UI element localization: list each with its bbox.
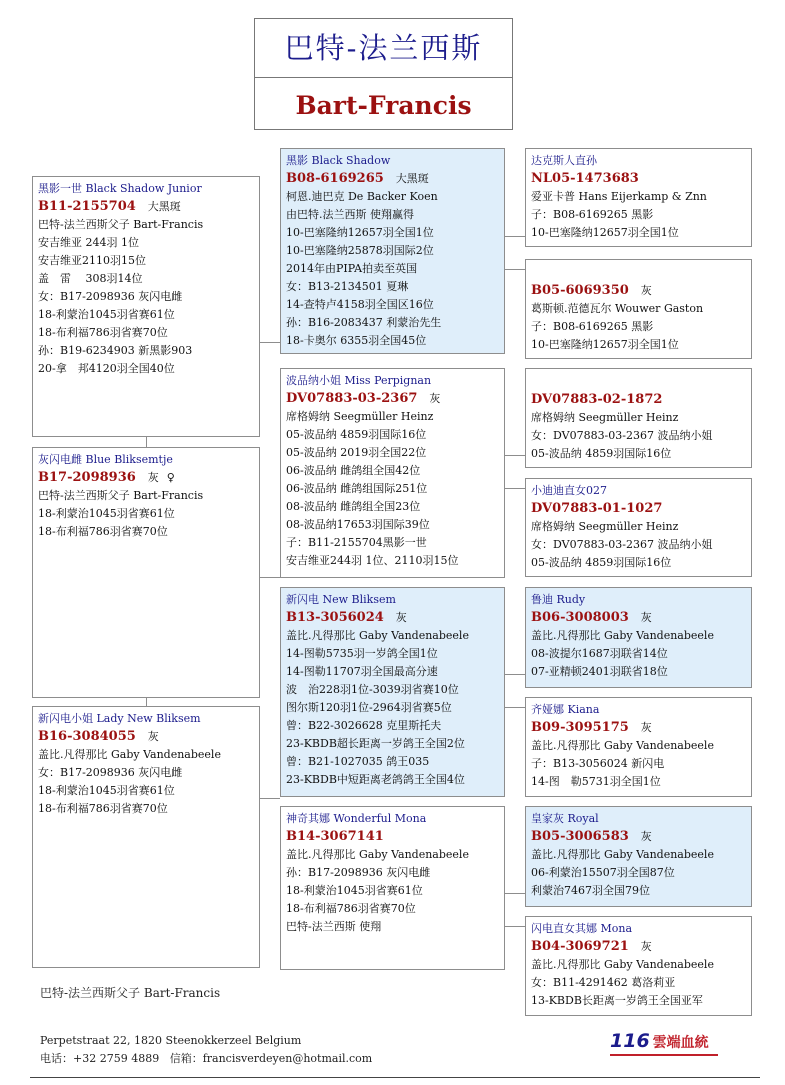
pedigree-box-sdd	[525, 478, 752, 577]
pigeon-name: 波品纳小姐 Miss Perpignan	[286, 374, 432, 387]
info-line: 孙：B17-2098936 灰闪电雌	[286, 866, 431, 879]
info-line: 安吉维亚2110羽15位	[38, 254, 146, 267]
pigeon-color: 灰	[640, 611, 652, 624]
info-line: 06-波品纳 雌鸽组国际251位	[286, 482, 428, 495]
pedigree-box-sss	[525, 148, 752, 247]
phone-label: 电话：	[40, 1052, 73, 1065]
info-line: 08-波品纳17653羽国际39位	[286, 518, 430, 531]
title-box	[254, 18, 513, 130]
pigeon-name: 小迪迪直女027	[531, 484, 607, 497]
info-line: 席格姆纳 Seegmüller Heinz	[531, 411, 679, 424]
info-line: 05-波品纳 4859羽国际16位	[531, 447, 672, 460]
info-line: 07-亚精顿2401羽联省18位	[531, 665, 668, 678]
info-line: 2014年由PIPA拍卖至英国	[286, 262, 418, 275]
pigeon-name: 皇家灰 Royal	[531, 812, 599, 825]
pigeon-name: 神奇其娜 Wonderful Mona	[286, 812, 427, 825]
pedigree-box-ddd	[525, 916, 752, 1016]
phone-number: +32 2759 4889	[73, 1052, 160, 1065]
ring-number: B16-3084055	[38, 729, 136, 744]
pigeon-color: 大黑斑	[395, 172, 429, 185]
info-line: 05-波品纳 4859羽国际16位	[286, 428, 427, 441]
info-line: 子：B13-3056024 新闪电	[531, 757, 665, 770]
pigeon-color: 灰	[640, 284, 652, 297]
pigeon-name: 闪电直女其娜 Mona	[531, 922, 633, 935]
info-line: 14-图勒5735羽一岁鸽全国1位	[286, 647, 438, 660]
email-label: 信箱：	[169, 1052, 203, 1065]
ring-number: B13-3056024	[286, 610, 384, 625]
owner-name: 巴特-法兰西斯父子 Bart-Francis	[40, 986, 221, 1000]
info-line: 18-利蒙治1045羽省赛61位	[38, 308, 175, 321]
connector	[505, 455, 525, 456]
info-line: 女：B17-2098936 灰闪电雌	[38, 766, 183, 779]
info-line: 爱亚卡普 Hans Eijerkamp & Znn	[531, 190, 707, 203]
ring-number: B09-3095175	[531, 720, 629, 735]
info-line: 波 治228羽1位-3039羽省赛10位	[286, 683, 459, 696]
info-line: 柯恩.迪巴克 De Backer Koen	[286, 190, 438, 203]
pigeon-name: 新闪电小姐 Lady New Bliksem	[38, 712, 201, 725]
info-line: 18-利蒙治1045羽省赛61位	[286, 884, 423, 897]
pigeon-color: 灰	[640, 830, 652, 843]
pigeon-name: 新闪电 New Bliksem	[286, 593, 396, 606]
info-line: 孙：B19-6234903 新黑影903	[38, 344, 193, 357]
pedigree-box-dam-dam	[280, 806, 505, 970]
title-chinese: 巴特-法兰西斯	[255, 19, 512, 78]
info-line: 10-巴塞隆纳12657羽全国1位	[531, 226, 679, 239]
pedigree-box-sire	[32, 176, 260, 437]
info-line: 盖比.凡得那比 Gaby Vandenabeele	[286, 848, 469, 861]
info-line: 18-卡奥尔 6355羽全国45位	[286, 334, 427, 347]
contact-line	[40, 1050, 372, 1068]
info-line: 盖 雷 308羽14位	[38, 272, 143, 285]
title-english: Bart-Francis	[295, 91, 472, 120]
info-line: 女：B17-2098936 灰闪电雌	[38, 290, 183, 303]
info-line: 盖比.凡得那比 Gaby Vandenabeele	[531, 958, 714, 971]
connector	[505, 674, 525, 675]
pedigree-box-ssd	[525, 259, 752, 359]
ring-number: DV07883-01-1027	[531, 501, 663, 516]
ring-number: NL05-1473683	[531, 171, 639, 186]
female-symbol: ♀	[166, 471, 175, 484]
info-line: 10-巴塞隆纳12657羽全国1位	[531, 338, 679, 351]
info-line: 06-利蒙治15507羽全国87位	[531, 866, 675, 879]
info-line: 06-波品纳 雌鸽组全国42位	[286, 464, 421, 477]
info-line: 10-巴塞隆纳12657羽全国1位	[286, 226, 434, 239]
info-line: 盖比.凡得那比 Gaby Vandenabeele	[531, 848, 714, 861]
info-line: 18-布利福786羽省赛70位	[286, 902, 416, 915]
info-line: 盖比.凡得那比 Gaby Vandenabeele	[531, 629, 714, 642]
pigeon-name: 达克斯人直孙	[531, 154, 597, 167]
ring-number: B17-2098936	[38, 470, 136, 485]
pigeon-color: 灰	[429, 392, 441, 405]
info-line: 10-巴塞隆纳25878羽国际2位	[286, 244, 434, 257]
info-line: 曾：B22-3026628 克里斯托夫	[286, 719, 442, 732]
pigeon-color: 灰	[147, 730, 159, 743]
info-line: 孙：B16-2083437 利蒙治先生	[286, 316, 442, 329]
pigeon-name: 黑影一世 Black Shadow Junior	[38, 182, 202, 195]
info-line: 18-布利福786羽省赛70位	[38, 525, 168, 538]
ring-number: B04-3069721	[531, 939, 629, 954]
pedigree-box-dam-sire	[280, 587, 505, 797]
info-line: 05-波品纳 4859羽国际16位	[531, 556, 672, 569]
info-line: 席格姆纳 Seegmüller Heinz	[286, 410, 434, 423]
info-line: 08-波品纳 雌鸽组全国23位	[286, 500, 421, 513]
info-line: 盖比.凡得那比 Gaby Vandenabeele	[286, 629, 469, 642]
connector	[260, 798, 280, 799]
pedigree-box-sds	[525, 368, 752, 468]
info-line: 23-KBDB中短距离老鸽鸽王全国4位	[286, 773, 465, 786]
pigeon-color: 灰	[640, 940, 652, 953]
info-line: 图尔斯120羽1位-2964羽省赛5位	[286, 701, 452, 714]
info-line: 子：B08-6169265 黑影	[531, 320, 654, 333]
pedigree-box-sire-dam	[280, 368, 505, 578]
info-line: 08-波提尔1687羽联省14位	[531, 647, 668, 660]
info-line: 女：B13-2134501 夏琳	[286, 280, 409, 293]
info-line: 由巴特.法兰西斯 使翔赢得	[286, 208, 414, 221]
pedigree-box-dam	[32, 447, 260, 698]
connector	[146, 437, 147, 447]
pedigree-box-sire-sire	[280, 148, 505, 354]
pigeon-color: 灰	[395, 611, 407, 624]
info-line: 14-图勒11707羽全国最高分速	[286, 665, 438, 678]
site-logo	[610, 1030, 720, 1056]
info-line: 巴特-法兰西斯 使翔	[286, 920, 382, 933]
pigeon-name: 灰闪电雌 Blue Bliksemtje	[38, 453, 173, 466]
info-line: 女：B11-4291462 葛洛莉亚	[531, 976, 676, 989]
connector	[505, 893, 525, 894]
info-line: 安吉维亚 244羽 1位	[38, 236, 139, 249]
info-line: 20-拿 邦4120羽全国40位	[38, 362, 175, 375]
info-line: 巴特-法兰西斯父子 Bart-Francis	[38, 489, 204, 502]
connector	[505, 236, 525, 237]
info-line: 14-图 勒5731羽全国1位	[531, 775, 661, 788]
ring-number: DV07883-02-1872	[531, 392, 663, 407]
info-line: 18-布利福786羽省赛70位	[38, 326, 168, 339]
info-line: 利蒙治7467羽全国79位	[531, 884, 650, 897]
pigeon-color: 灰	[640, 721, 652, 734]
info-line: 子：B08-6169265 黑影	[531, 208, 654, 221]
ring-number: B11-2155704	[38, 199, 136, 214]
connector	[505, 488, 525, 489]
address: Perpetstraat 22, 1820 Steenokkerzeel Belgium	[40, 1034, 302, 1047]
pigeon-name: 黑影 Black Shadow	[286, 154, 391, 167]
info-line: 13-KBDB长距离一岁鸽王全国亚军	[531, 994, 703, 1007]
connector	[505, 269, 525, 270]
connector	[260, 577, 280, 578]
email-address: francisverdeyen@hotmail.com	[202, 1052, 373, 1065]
info-line: 曾：B21-1027035 鸽王035	[286, 755, 430, 768]
ring-number: B05-6069350	[531, 283, 629, 298]
ring-number: DV07883-03-2367	[286, 391, 418, 406]
info-line: 05-波品纳 2019羽全国22位	[286, 446, 427, 459]
connector	[260, 342, 280, 343]
pedigree-box-dam-mother	[32, 706, 260, 968]
info-line: 巴特-法兰西斯父子 Bart-Francis	[38, 218, 204, 231]
pigeon-color: 大黑斑	[147, 200, 181, 213]
info-line: 盖比.凡得那比 Gaby Vandenabeele	[531, 739, 714, 752]
info-line: 14-查特卢4158羽全国区16位	[286, 298, 434, 311]
bottom-divider	[30, 1077, 760, 1078]
info-line: 女：DV07883-03-2367 波品纳小姐	[531, 538, 713, 551]
connector	[146, 698, 147, 706]
pigeon-color: 灰	[147, 471, 159, 484]
ring-number: B05-3006583	[531, 829, 629, 844]
pigeon-name: 齐娅娜 Kiana	[531, 703, 600, 716]
logo-underline	[610, 1054, 718, 1056]
connector	[505, 707, 525, 708]
info-line: 子：B11-2155704黑影一世	[286, 536, 427, 549]
contact-block	[40, 1032, 372, 1068]
info-line: 葛斯顿.范德瓦尔 Wouwer Gaston	[531, 302, 704, 315]
ring-number: B14-3067141	[286, 829, 384, 844]
connector	[505, 926, 525, 927]
info-line: 席格姆纳 Seegmüller Heinz	[531, 520, 679, 533]
pedigree-box-dss	[525, 587, 752, 688]
info-line: 18-利蒙治1045羽省赛61位	[38, 784, 175, 797]
logo-text: 雲端血統	[652, 1035, 709, 1051]
info-line: 23-KBDB超长距离一岁鸽王全国2位	[286, 737, 465, 750]
ring-number: B06-3008003	[531, 610, 629, 625]
pedigree-box-dds	[525, 806, 752, 907]
info-line: 18-布利福786羽省赛70位	[38, 802, 168, 815]
pedigree-box-dsd	[525, 697, 752, 797]
info-line: 18-利蒙治1045羽省赛61位	[38, 507, 175, 520]
logo-number: 116	[610, 1030, 650, 1052]
pigeon-name: 鲁迪 Rudy	[531, 593, 586, 606]
ring-number: B08-6169265	[286, 171, 384, 186]
info-line: 盖比.凡得那比 Gaby Vandenabeele	[38, 748, 221, 761]
info-line: 安吉维亚244羽 1位、2110羽15位	[286, 554, 459, 567]
info-line: 女：DV07883-03-2367 波品纳小姐	[531, 429, 713, 442]
